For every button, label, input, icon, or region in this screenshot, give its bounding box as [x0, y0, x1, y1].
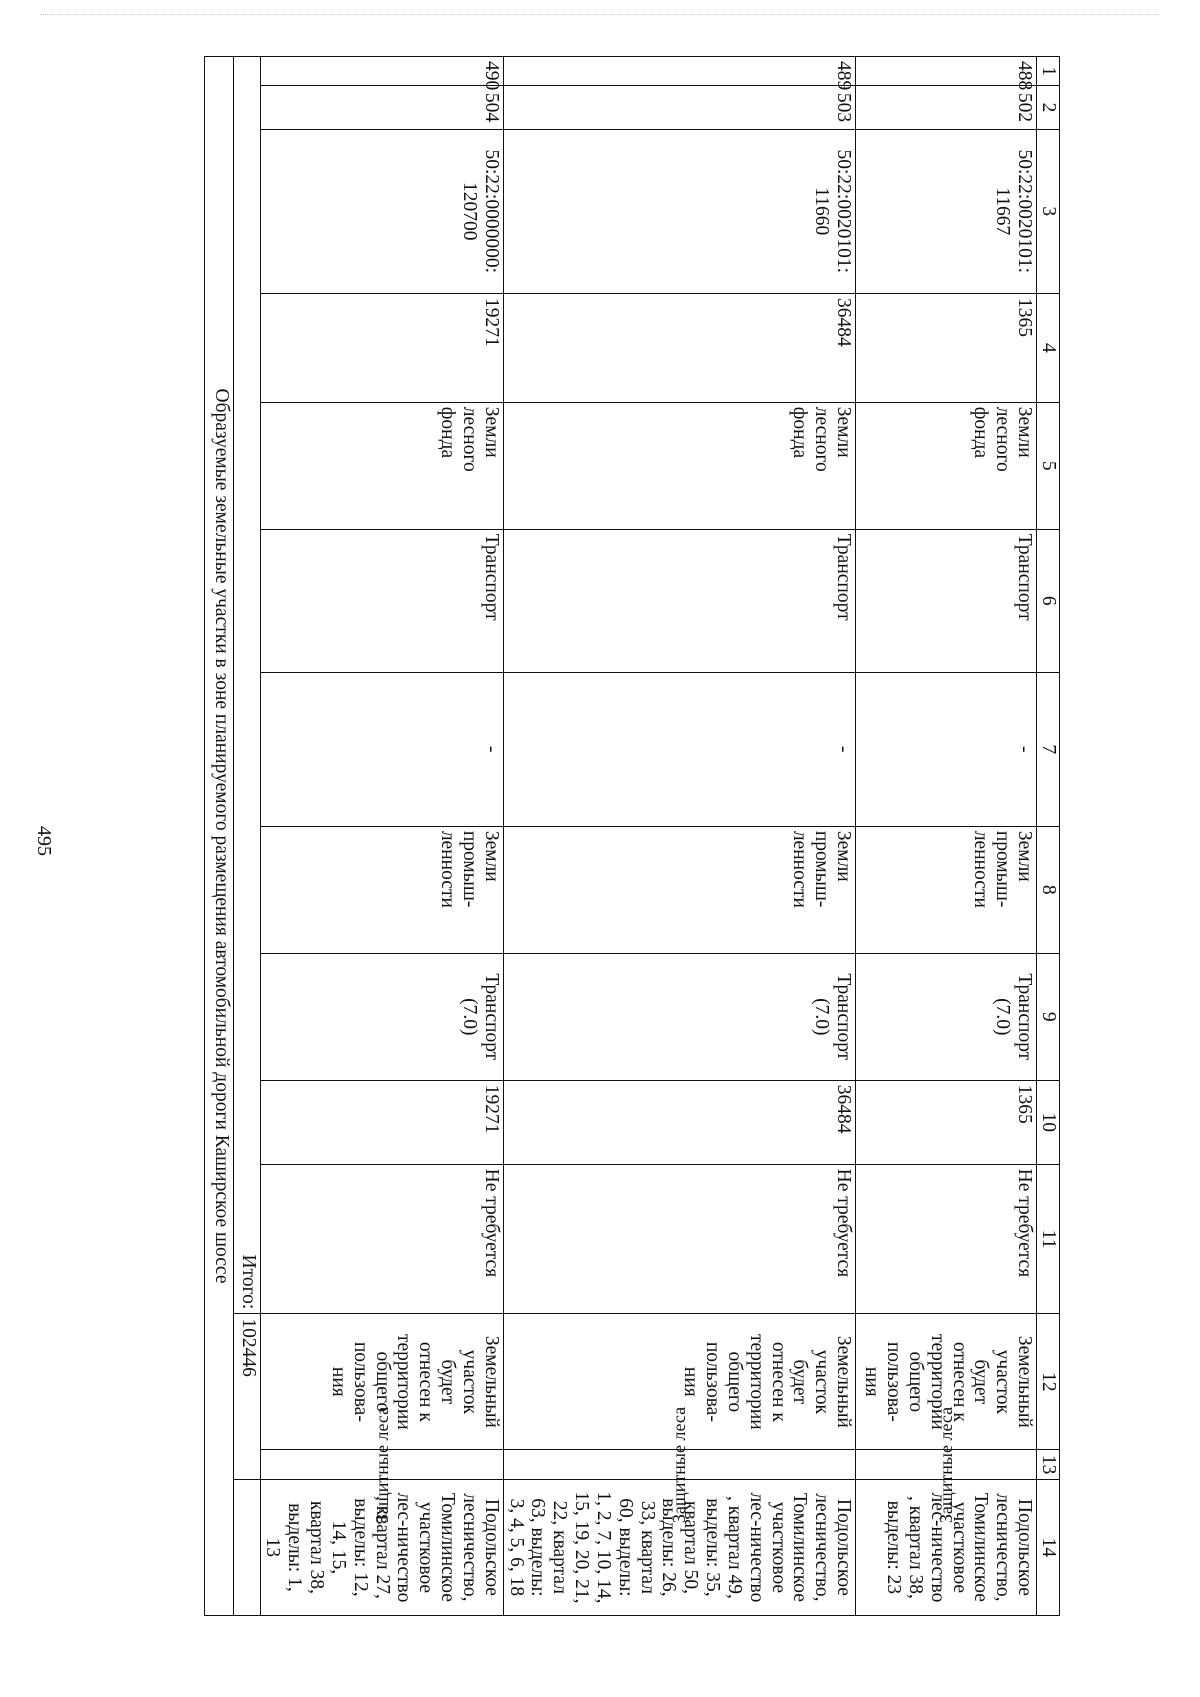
- forest-category-text: Защитные леса: [669, 1406, 690, 1523]
- area-before: 19271: [260, 293, 503, 402]
- header-cell: 4: [1037, 293, 1060, 402]
- permitted-use: Транспорт (7.0): [503, 953, 855, 1080]
- land-plots-table: [204, 56, 1060, 1616]
- header-cell: 9: [1037, 953, 1060, 1080]
- header-cell: 2: [1037, 86, 1060, 129]
- page-number: 495: [33, 826, 55, 856]
- forestry-location: Подольское лесничество, Томилинское участковое лес-ничество , квартал 49, выделы: 35, квартал 50, выделы: 26, 33, квартал 60, выделы: 1, 2, 7, 10, 14, 15, 19, 20, 21, 22, квартал 63, выделы: 3, 4, 5, 6, 18: [503, 1479, 855, 1615]
- header-cell: 14: [1037, 1479, 1060, 1615]
- cadastral-number: 50:22:0020101: 11667: [856, 129, 1037, 293]
- header-cell: 1: [1037, 57, 1060, 86]
- land-category-before: Земли лесного фонда: [856, 402, 1037, 529]
- header-cell: 6: [1037, 529, 1060, 672]
- total-empty-cell: [233, 1479, 260, 1615]
- requirement-cell: Не требуется: [503, 1164, 855, 1314]
- area-before: 1365: [856, 293, 1037, 402]
- land-category-after: Земли промыш- ленности: [503, 826, 855, 953]
- forest-category-text: Защитные леса: [371, 1406, 392, 1523]
- row-number: 489: [503, 57, 855, 86]
- forest-category-text: Защитные леса: [935, 1406, 956, 1523]
- section-caption: Образуемые земельные участки в зоне планируемого размещения автомобильной дороги Каширское шоссе: [204, 57, 233, 1616]
- area-after: 1365: [856, 1080, 1037, 1164]
- land-category-after: Земли промыш- ленности: [260, 826, 503, 953]
- row-number: 488: [856, 57, 1037, 86]
- forest-category-cell: [503, 1406, 855, 1523]
- header-cell: 8: [1037, 826, 1060, 953]
- permitted-use: Транспорт (7.0): [856, 953, 1037, 1080]
- total-label: Итого:: [233, 57, 260, 1314]
- caption-row: [204, 57, 233, 1616]
- public-use-note: Земельный участок будет отнесен к территории общего пользова- ния: [856, 1314, 1037, 1450]
- total-row: [233, 57, 260, 1616]
- permitted-use: Транспорт (7.0): [260, 953, 503, 1080]
- dash-cell: -: [856, 672, 1037, 826]
- row-number: 490: [260, 57, 503, 86]
- forestry-location: Подольское лесничество, Томилинское участковое лес-ничество , квартал 27, выделы: 12, 14, 15, квартал 38, выделы: 1, 13: [260, 1479, 503, 1615]
- dash-cell: -: [503, 672, 855, 826]
- requirement-cell: Не требуется: [260, 1164, 503, 1314]
- forest-category-cell: [856, 1406, 1037, 1523]
- use-type-before: Транспорт: [856, 529, 1037, 672]
- plot-number: 503: [503, 86, 855, 129]
- rotated-table-container: [110, 56, 1060, 1616]
- use-type-before: Транспорт: [503, 529, 855, 672]
- public-use-note: Земельный участок будет отнесен к территории общего пользова- ния: [260, 1314, 503, 1450]
- header-cell: 7: [1037, 672, 1060, 826]
- header-cell: 12: [1037, 1314, 1060, 1450]
- use-type-before: Транспорт: [260, 529, 503, 672]
- forest-category-cell: [260, 1406, 503, 1523]
- header-cell: 13: [1037, 1450, 1060, 1479]
- public-use-note: Земельный участок будет отнесен к территории общего пользова- ния: [503, 1314, 855, 1450]
- header-row: [1037, 57, 1060, 1616]
- table-row: [260, 57, 503, 1616]
- cadastral-number: 50:22:0020101: 11660: [503, 129, 855, 293]
- area-after: 19271: [260, 1080, 503, 1164]
- cadastral-number: 50:22:0000000: 120700: [260, 129, 503, 293]
- area-before: 36484: [503, 293, 855, 402]
- total-value: 102446: [233, 1314, 260, 1480]
- header-cell: 10: [1037, 1080, 1060, 1164]
- plot-number: 504: [260, 86, 503, 129]
- header-cell: 11: [1037, 1164, 1060, 1314]
- scan-edge-noise: [40, 14, 1160, 15]
- table-row: [503, 57, 855, 1616]
- dash-cell: -: [260, 672, 503, 826]
- table-row: [856, 57, 1037, 1616]
- land-category-after: Земли промыш- ленности: [856, 826, 1037, 953]
- header-cell: 5: [1037, 402, 1060, 529]
- requirement-cell: Не требуется: [856, 1164, 1037, 1314]
- plot-number: 502: [856, 86, 1037, 129]
- forestry-location: Подольское лесничество, Томилинское участковое лес-ничество , квартал 38, выделы: 23: [856, 1479, 1037, 1615]
- land-category-before: Земли лесного фонда: [503, 402, 855, 529]
- land-category-before: Земли лесного фонда: [260, 402, 503, 529]
- area-after: 36484: [503, 1080, 855, 1164]
- header-cell: 3: [1037, 129, 1060, 293]
